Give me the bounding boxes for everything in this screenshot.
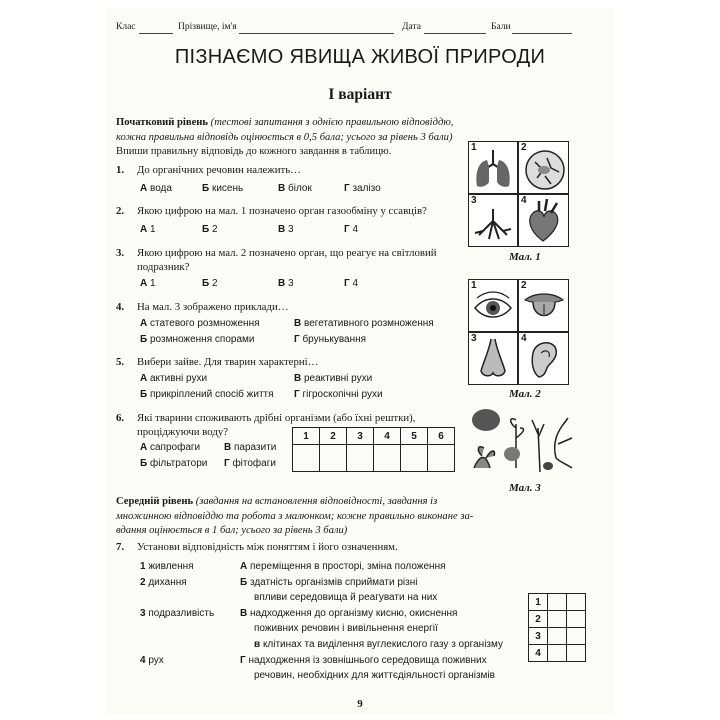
q7-def-c-line2: поживних речовин і вивільнення енергії: [254, 623, 438, 634]
q5-option-a[interactable]: А активні рухи: [140, 373, 208, 384]
score-line: [512, 33, 572, 34]
q7-term-3: 3 подразливість: [140, 608, 215, 619]
fig-label: 2: [521, 142, 527, 153]
question-number: 5.: [116, 356, 125, 368]
fig2-eye: [468, 279, 518, 332]
level-label: Початковий рівень: [116, 117, 209, 128]
fig2-nose: [468, 332, 518, 385]
class-line: [139, 33, 173, 34]
answer-table: [292, 427, 455, 472]
q7-row-label-2: 2: [529, 611, 548, 628]
fig1-stomach: [518, 141, 569, 194]
question-text: Установи відповідність між поняттям і його означенням.: [137, 541, 398, 553]
question-number: 2.: [116, 205, 125, 217]
q4-option-a[interactable]: А статевого розмноження: [140, 318, 260, 329]
q4-option-d[interactable]: Г брунькування: [294, 334, 367, 345]
fig-label: 2: [521, 280, 527, 291]
instruction-text: Впиши правильну відповідь до кожного завдання в таблицю.: [116, 146, 392, 157]
fig1-caption: Мал. 1: [509, 251, 541, 263]
fig-label: 3: [471, 195, 477, 206]
q7-answer-cell-1b[interactable]: [567, 594, 586, 611]
q6-option-d[interactable]: Г фітофаги: [224, 458, 276, 469]
fig-label: 4: [521, 333, 527, 344]
middle-level-description: (завдання на встановлення відповідності, завдання із множинною відповіддю та робота з малюнком; кожне правильно виконане завдання оцінюється в 1 бал; усього за рівень 3 бали): [116, 496, 474, 536]
q7-answer-cell-3b[interactable]: [567, 628, 586, 645]
answer-cell-6[interactable]: [428, 445, 455, 472]
q3-option-a[interactable]: А 1: [140, 278, 156, 289]
fig2-tongue: [518, 279, 569, 332]
q5-option-b[interactable]: Б прикріплений спосіб життя: [140, 389, 274, 400]
answer-cell-3[interactable]: [347, 445, 374, 472]
q5-option-d[interactable]: Г гігроскопічні рухи: [294, 389, 383, 400]
q5-option-c[interactable]: В реактивні рухи: [294, 373, 373, 384]
fig3-plants-illustration: [468, 398, 580, 478]
question-1: [116, 163, 466, 177]
q7-def-b-line2: впливи середовища й реагувати на них: [254, 592, 438, 603]
q7-answer-cell-1[interactable]: [548, 594, 567, 611]
q1-option-c[interactable]: В білок: [278, 183, 312, 194]
middle-level-paragraph: [116, 495, 484, 539]
q3-option-b[interactable]: Б 2: [202, 278, 218, 289]
score-label: Бали: [491, 22, 511, 32]
q7-answer-cell-4b[interactable]: [567, 645, 586, 662]
fig1-roots: [468, 194, 518, 247]
q4-option-b[interactable]: Б розмноження спорами: [140, 334, 255, 345]
answer-cell-4[interactable]: [374, 445, 401, 472]
question-4: [116, 300, 466, 314]
question-text: Якою цифрою на мал. 2 позначено орган, що реагує на світловий подразник?: [137, 247, 437, 273]
question-text: Вибери зайве. Для тварин характерні…: [137, 356, 319, 368]
level-description: (тестові запитання з однією правильною відповіддю, кожна правильна відповідь оцінюється в 0,5 бала; усього за рівень 3 бали): [116, 117, 454, 143]
date-line: [424, 33, 486, 34]
q1-option-d[interactable]: Г залізо: [344, 183, 381, 194]
answer-header-2: 2: [320, 428, 347, 445]
q2-option-c[interactable]: В 3: [278, 224, 294, 235]
q1-option-b[interactable]: Б кисень: [202, 183, 244, 194]
question-number: 1.: [116, 164, 125, 176]
fig2-ear: [518, 332, 569, 385]
q2-option-d[interactable]: Г 4: [344, 224, 359, 235]
q7-answer-cell-3[interactable]: [548, 628, 567, 645]
q7-row-label-1: 1: [529, 594, 548, 611]
answer-cell-1[interactable]: [293, 445, 320, 472]
q6-option-c[interactable]: В паразити: [224, 442, 277, 453]
class-label: Клас: [116, 22, 136, 32]
question-text: Якою цифрою на мал. 1 позначено орган газообміну у ссавців?: [137, 205, 427, 217]
question-text: Які тварини споживають дрібні організми (або їхні рештки), проціджуючи воду?: [137, 412, 416, 438]
q3-option-c[interactable]: В 3: [278, 278, 294, 289]
q7-answer-cell-2b[interactable]: [567, 611, 586, 628]
question-text: На мал. 3 зображено приклади…: [137, 301, 289, 313]
q7-def-c-line3: в клітинах та виділення вуглекислого газу з організму: [254, 639, 503, 650]
q7-def-a: А переміщення в просторі, зміна положення: [240, 561, 446, 572]
middle-level-label: Середній рівень: [116, 496, 194, 507]
q7-term-1: 1 живлення: [140, 561, 194, 572]
page-title: ПІЗНАЄМО ЯВИЩА ЖИВОЇ ПРИРОДИ: [174, 46, 546, 68]
q7-row-label-3: 3: [529, 628, 548, 645]
fig1-lungs: [468, 141, 518, 194]
q3-option-d[interactable]: Г 4: [344, 278, 359, 289]
fig2-caption: Мал. 2: [509, 388, 541, 400]
q7-def-d-line2: речовин, необхідних для життєдіяльності організмів: [254, 670, 495, 681]
q7-row-label-4: 4: [529, 645, 548, 662]
fig-label: 1: [471, 280, 477, 291]
q6-option-a[interactable]: А сапрофаги: [140, 442, 201, 453]
answer-header-3: 3: [347, 428, 374, 445]
answer-header-6: 6: [428, 428, 455, 445]
question-number: 6.: [116, 412, 125, 424]
question-number: 7.: [116, 541, 125, 553]
q7-def-b-line1: Б здатність організмів сприймати різні: [240, 577, 418, 588]
q4-option-c[interactable]: В вегетативного розмноження: [294, 318, 434, 329]
worksheet-page: [106, 8, 614, 714]
answer-header-4: 4: [374, 428, 401, 445]
q7-term-2: 2 дихання: [140, 577, 187, 588]
page-number: 9: [357, 698, 363, 710]
question-number: 3.: [116, 247, 125, 259]
q2-option-a[interactable]: А 1: [140, 224, 156, 235]
variant-heading: І варіант: [328, 86, 392, 103]
fig3-caption: Мал. 3: [509, 482, 541, 494]
question-2: [116, 204, 466, 218]
question-7: [116, 540, 496, 554]
question-3: [116, 246, 466, 274]
q1-option-a[interactable]: А вода: [140, 183, 172, 194]
answer-cell-2[interactable]: [320, 445, 347, 472]
question-5: [116, 355, 466, 369]
name-line: [239, 33, 394, 34]
fig-label: 4: [521, 195, 527, 206]
q7-answer-cell-4[interactable]: [548, 645, 567, 662]
q7-def-c-line1: В надходження до організму кисню, окиснення: [240, 608, 458, 619]
answer-header-5: 5: [401, 428, 428, 445]
fig-label: 3: [471, 333, 477, 344]
q7-def-d-line1: Г надходження із зовнішнього середовища поживних: [240, 655, 487, 666]
question-text: До органічних речовин належить…: [137, 164, 301, 176]
fig1-heart: [518, 194, 569, 247]
q7-answer-cell-2[interactable]: [548, 611, 567, 628]
date-label: Дата: [402, 22, 421, 32]
q7-term-4: 4 рух: [140, 655, 164, 666]
q2-option-b[interactable]: Б 2: [202, 224, 218, 235]
name-label: Прізвище, ім'я: [178, 22, 237, 32]
q6-option-b[interactable]: Б фільтратори: [140, 458, 208, 469]
intro-paragraph: [116, 116, 466, 160]
q7-answer-table: [528, 593, 586, 662]
fig-label: 1: [471, 142, 477, 153]
answer-cell-5[interactable]: [401, 445, 428, 472]
answer-header-1: 1: [293, 428, 320, 445]
question-number: 4.: [116, 301, 125, 313]
